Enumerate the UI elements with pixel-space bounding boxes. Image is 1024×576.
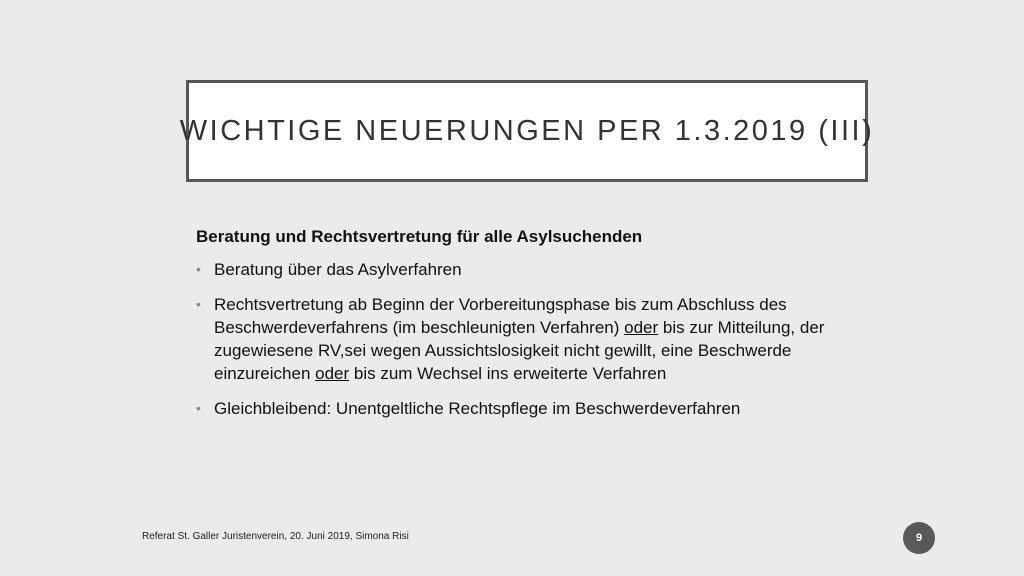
bullet-icon: • <box>196 261 201 277</box>
underlined-oder-2: oder <box>315 364 350 383</box>
bullet-list <box>196 258 846 420</box>
bullet-item-beratung <box>196 258 846 281</box>
slide-title: WICHTIGE NEUERUNGEN PER 1.3.2019 (III) <box>179 114 875 147</box>
bullet-icon: • <box>196 400 201 416</box>
bullet-text-part1: Rechtsvertretung ab Beginn der Vorbereitungsphase bis zum Abschluss des Beschwerdeverfahrens (im beschleunigten Verfahren) <box>214 295 787 337</box>
bullet-text-part3: bis zum Wechsel ins erweiterte Verfahren <box>349 364 667 383</box>
bullet-icon: • <box>196 296 201 312</box>
slide-content <box>196 226 846 432</box>
title-box <box>179 80 875 182</box>
underlined-oder-1: oder <box>624 318 659 337</box>
bullet-text: Gleichbleibend: Unentgeltliche Rechtspflege im Beschwerdeverfahren <box>214 399 741 418</box>
footer-text: Referat St. Galler Juristenverein, 20. Juni 2019, Simona Risi <box>142 531 409 542</box>
section-heading: Beratung und Rechtsvertretung für alle Asylsuchenden <box>196 227 643 246</box>
bullet-item-rechtsvertretung <box>196 293 846 385</box>
bullet-item-gleichbleibend <box>196 397 846 420</box>
page-number-badge: 9 <box>903 522 935 554</box>
bullet-text-part2: bis zur Mitteilung, der zugewiesene RV,sei wegen Aussichtslosigkeit nicht gewillt, eine Beschwerde einzureichen <box>214 318 825 383</box>
bullet-text: Beratung über das Asylverfahren <box>214 260 462 279</box>
